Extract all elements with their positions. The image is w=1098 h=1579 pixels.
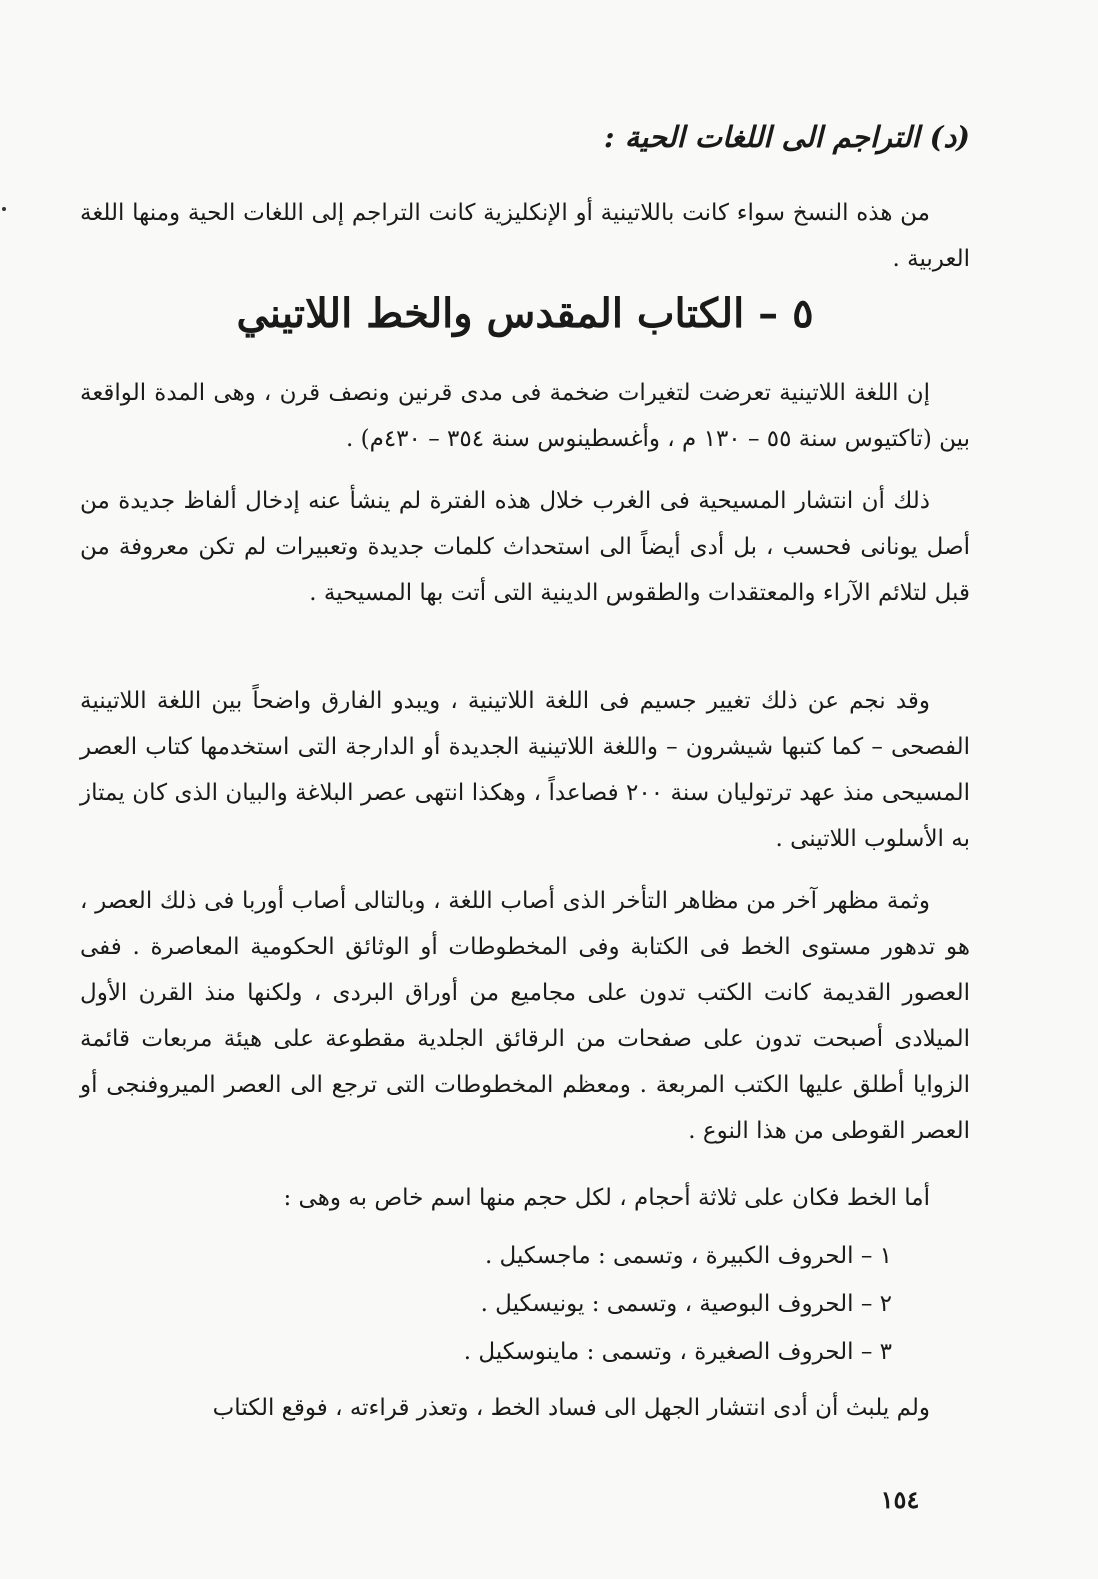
chapter-title: ٥ – الكتاب المقدس والخط اللاتيني	[236, 290, 814, 337]
paragraph-3	[80, 678, 970, 862]
list-item: ٣ – الحروف الصغيرة ، وتسمى : ماينوسكيل .	[463, 1339, 892, 1365]
paragraph-text: وقد نجم عن ذلك تغيير جسيم فى اللغة اللاتينية ، ويبدو الفارق واضحاً بين اللغة اللاتينية الفصحى – كما كتبها شيشرون – واللغة اللاتينية الجديدة أو الدارجة التى استخدمها كتاب العصر المسيحى منذ عهد ترتوليان سنة ٢٠٠ فصاعداً ، وهكذا انتهى عصر البلاغة والبيان الذى كان يمتاز به الأسلوب اللاتينى .	[80, 688, 970, 852]
paragraph-4	[80, 878, 970, 1154]
paragraph-2	[80, 478, 970, 616]
paragraph-text: إن اللغة اللاتينية تعرضت لتغيرات ضخمة فى مدى قرنين ونصف قرن ، وهى المدة الواقعة بين (تاكتيوس سنة ٥٥ – ١٣٠ م ، وأغسطينوس سنة ٣٥٤ – ٤٣٠م) .	[80, 380, 970, 452]
page-number: ١٥٤	[880, 1485, 920, 1514]
paragraph-1	[80, 370, 970, 462]
closing-paragraph	[80, 1385, 970, 1431]
section-heading: (د) التراجم الى اللغات الحية :	[603, 120, 970, 154]
paragraph-text: ذلك أن انتشار المسيحية فى الغرب خلال هذه الفترة لم ينشأ عنه إدخال ألفاظ جديدة من أصل يونانى فحسب ، بل أدى أيضاً الى استحداث كلمات جديدة وتعبيرات لم تكن معروفة من قبل لتلائم الآراء والمعتقدات والطقوس الدينية التى أتت بها المسيحية .	[80, 488, 970, 606]
paragraph-text: أما الخط فكان على ثلاثة أحجام ، لكل حجم منها اسم خاص به وهى :	[283, 1185, 930, 1211]
stray-mark	[2, 207, 6, 211]
closing-paragraph-text: ولم يلبث أن أدى انتشار الجهل الى فساد الخط ، وتعذر قراءته ، فوقع الكتاب	[212, 1395, 930, 1421]
paragraph-text: وثمة مظهر آخر من مظاهر التأخر الذى أصاب اللغة ، وبالتالى أصاب أوربا فى ذلك العصر ، هو تدهور مستوى الخط فى الكتابة وفى المخطوطات أو الوثائق الحكومية المعاصرة . ففى العصور القديمة كانت الكتب تدون على مجاميع من أوراق البردى ، ولكنها منذ القرن الأول الميلادى أصبحت تدون على صفحات من الرقائق الجلدية مقطوعة على هيئة مربعات قائمة الزوايا أطلق عليها الكتب المربعة . ومعظم المخطوطات التى ترجع الى العصر الميروفنجى أو العصر القوطى من هذا النوع .	[80, 888, 970, 1144]
list-item: ٢ – الحروف البوصية ، وتسمى : يونيسكيل .	[480, 1291, 892, 1317]
script-sizes-list	[300, 1232, 892, 1376]
paragraph-5	[80, 1175, 970, 1221]
list-item: ١ – الحروف الكبيرة ، وتسمى : ماجسكيل .	[484, 1243, 892, 1269]
intro-paragraph-text: من هذه النسخ سواء كانت باللاتينية أو الإنكليزية كانت التراجم إلى اللغات الحية ومنها اللغة العربية .	[80, 200, 970, 272]
intro-paragraph	[80, 190, 970, 282]
